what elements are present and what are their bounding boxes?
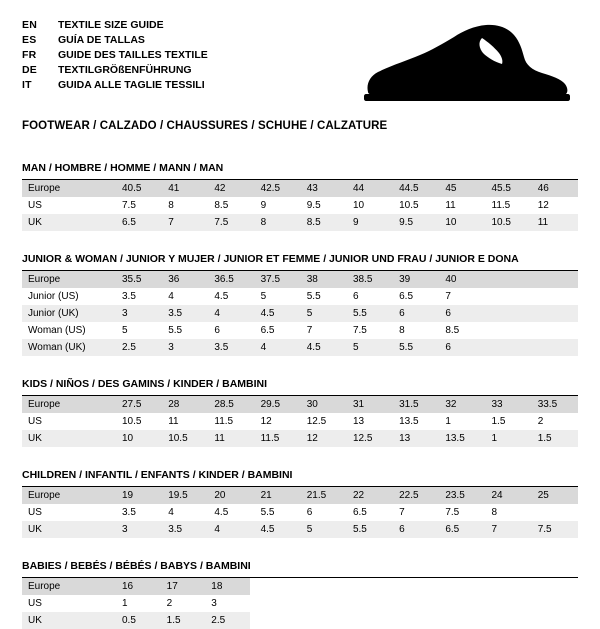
size-cell: 1.5 xyxy=(491,416,506,427)
size-cell: 6 xyxy=(306,507,313,518)
row-label: Junior (US) xyxy=(28,291,79,302)
size-cell: 44.5 xyxy=(393,180,439,197)
size-cell: 21.5 xyxy=(301,487,347,504)
size-cell xyxy=(486,305,532,322)
size-cell: 10.5 xyxy=(486,214,532,231)
size-cell: 36.5 xyxy=(208,271,254,288)
size-cell: 41 xyxy=(162,180,208,197)
size-table-kids xyxy=(22,396,578,447)
size-cell: 45.5 xyxy=(486,180,532,197)
size-cell: 39 xyxy=(393,271,439,288)
size-cell: 32 xyxy=(439,396,485,413)
size-cell: 6 xyxy=(214,325,220,336)
size-cell: 7.5 xyxy=(208,214,254,231)
size-cell: 16 xyxy=(116,578,161,595)
size-cell: 3.5 xyxy=(122,291,136,302)
size-cell: 1.5 xyxy=(161,612,206,629)
size-cell: 33 xyxy=(486,396,532,413)
size-cell: 12 xyxy=(260,416,272,427)
size-cell: 12.5 xyxy=(306,416,327,427)
size-block-kids xyxy=(22,378,578,447)
size-cell: 4.5 xyxy=(255,521,301,538)
size-cell: 4.5 xyxy=(214,291,229,302)
block-title: KIDS / NIÑOS / DES GAMINS / KINDER / BAMBINI xyxy=(22,378,268,390)
size-cell: 36 xyxy=(162,271,208,288)
size-cell: 19.5 xyxy=(162,487,208,504)
size-cell: 6.5 xyxy=(399,291,414,302)
size-cell xyxy=(486,271,532,288)
size-cell: 7 xyxy=(445,291,451,302)
size-cell xyxy=(532,305,578,322)
size-cell: 8.5 xyxy=(301,214,347,231)
size-cell: 6 xyxy=(393,305,439,322)
block-title: BABIES / BEBÉS / BÉBÉS / BABYS / BAMBINI xyxy=(22,560,251,572)
size-cell: 19 xyxy=(116,487,162,504)
size-block-babies xyxy=(22,560,578,629)
size-cell: 5.5 xyxy=(347,305,393,322)
dress-shoe-icon xyxy=(362,22,572,106)
size-cell: 42.5 xyxy=(255,180,301,197)
size-cell: 3.5 xyxy=(208,339,254,356)
size-cell: 13.5 xyxy=(439,430,485,447)
size-cell: 11.5 xyxy=(255,430,301,447)
row-label: Europe xyxy=(22,180,116,197)
size-cell: 37.5 xyxy=(255,271,301,288)
table-row xyxy=(22,521,578,538)
table-row xyxy=(22,396,578,413)
row-label: US xyxy=(28,200,42,211)
size-cell: 11 xyxy=(208,430,254,447)
size-cell: 13 xyxy=(393,430,439,447)
size-cell: 7 xyxy=(399,507,405,518)
table-row xyxy=(22,322,578,339)
row-label: Woman (US) xyxy=(28,325,86,336)
size-cell: 4 xyxy=(208,305,254,322)
size-cell: 5.5 xyxy=(393,339,439,356)
size-cell xyxy=(486,288,532,305)
row-label: Europe xyxy=(22,396,116,413)
size-cell: 40.5 xyxy=(116,180,162,197)
size-cell: 29.5 xyxy=(255,396,301,413)
size-cell: 7 xyxy=(162,214,208,231)
size-cell: 21 xyxy=(255,487,301,504)
size-cell: 4 xyxy=(168,291,174,302)
size-cell: 44 xyxy=(347,180,393,197)
table-row xyxy=(22,305,578,322)
size-cell: 10 xyxy=(439,214,485,231)
table-row xyxy=(22,197,578,214)
size-cell: 45 xyxy=(439,180,485,197)
language-row xyxy=(22,63,208,78)
size-cell xyxy=(532,271,578,288)
size-cell: 5.5 xyxy=(306,291,321,302)
language-title: TEXTILGRÖßENFÜHRUNG xyxy=(58,63,192,76)
size-cell: 10 xyxy=(352,200,365,211)
size-cell: 10.5 xyxy=(162,430,208,447)
block-title: CHILDREN / INFANTIL / ENFANTS / KINDER / BAMBINI xyxy=(22,469,293,481)
size-cell: 7.5 xyxy=(532,521,578,538)
size-cell: 10.5 xyxy=(122,416,142,427)
size-cell: 3 xyxy=(116,305,162,322)
language-row xyxy=(22,33,208,48)
language-title: TEXTILE SIZE GUIDE xyxy=(58,19,164,31)
size-cell: 8 xyxy=(399,325,405,336)
table-row xyxy=(22,430,578,447)
size-cell: 31 xyxy=(347,396,393,413)
block-title: JUNIOR & WOMAN / JUNIOR Y MUJER / JUNIOR ET FEMME / JUNIOR UND FRAU / JUNIOR E DONA xyxy=(22,253,519,265)
language-row xyxy=(22,48,208,63)
size-cell: 9.5 xyxy=(306,200,321,211)
size-cell: 11 xyxy=(445,200,456,211)
language-row xyxy=(22,18,208,33)
row-label: Europe xyxy=(22,578,116,595)
size-cell: 8 xyxy=(168,200,174,211)
size-cell: 12.5 xyxy=(347,430,393,447)
size-cell: 1 xyxy=(445,416,451,427)
size-cell: 2.5 xyxy=(116,339,162,356)
row-label: Europe xyxy=(22,271,116,288)
size-cell xyxy=(532,504,578,521)
row-label: US xyxy=(28,598,42,609)
size-cell: 7.5 xyxy=(445,507,460,518)
row-label: Woman (UK) xyxy=(22,339,116,356)
size-cell: 11.5 xyxy=(491,200,511,211)
table-row xyxy=(22,578,250,595)
size-cell: 5 xyxy=(301,305,347,322)
size-cell: 4.5 xyxy=(214,507,229,518)
row-label: Junior (UK) xyxy=(22,305,116,322)
table-row xyxy=(22,271,578,288)
size-cell: 3 xyxy=(211,598,217,609)
size-cell: 9 xyxy=(347,214,393,231)
size-cell: 2 xyxy=(166,598,173,609)
size-cell xyxy=(486,322,532,339)
footwear-heading: FOOTWEAR / CALZADO / CHAUSSURES / SCHUHE / CALZATURE xyxy=(22,120,388,132)
size-cell: 13.5 xyxy=(399,416,419,427)
size-cell: 7.5 xyxy=(352,325,367,336)
size-table-babies xyxy=(22,578,250,629)
language-title: GUÍA DE TALLAS xyxy=(58,33,145,46)
size-cell: 6.5 xyxy=(260,325,275,336)
table-row xyxy=(22,487,578,504)
language-title: GUIDE DES TAILLES TEXTILE xyxy=(58,48,208,61)
size-cell: 0.5 xyxy=(116,612,161,629)
size-cell: 40 xyxy=(439,271,485,288)
table-row xyxy=(22,339,578,356)
size-cell: 8.5 xyxy=(214,200,229,211)
size-cell: 10 xyxy=(116,430,162,447)
size-cell: 9.5 xyxy=(393,214,439,231)
size-cell: 5 xyxy=(347,339,393,356)
table-row xyxy=(22,595,250,612)
size-cell: 2 xyxy=(537,416,544,427)
table-row xyxy=(22,612,250,629)
size-cell: 4 xyxy=(208,521,254,538)
size-cell xyxy=(532,339,578,356)
row-label: UK xyxy=(22,430,116,447)
size-table-junior-woman xyxy=(22,271,578,356)
size-cell: 6.5 xyxy=(439,521,485,538)
size-cell: 5 xyxy=(122,325,128,336)
size-cell xyxy=(532,288,578,305)
size-table-children xyxy=(22,487,578,538)
size-cell: 28 xyxy=(162,396,208,413)
language-code: IT xyxy=(22,78,32,91)
size-cell: 43 xyxy=(301,180,347,197)
table-row xyxy=(22,288,578,305)
header xyxy=(22,18,578,106)
size-cell: 4 xyxy=(255,339,301,356)
block-title: MAN / HOMBRE / HOMME / MANN / MAN xyxy=(22,162,224,174)
size-cell: 2.5 xyxy=(205,612,250,629)
size-cell: 30 xyxy=(301,396,347,413)
size-cell: 12 xyxy=(301,430,347,447)
size-cell: 3 xyxy=(116,521,162,538)
size-cell: 5 xyxy=(301,521,347,538)
table-row xyxy=(22,214,578,231)
row-label: UK xyxy=(22,214,116,231)
size-cell: 12 xyxy=(537,200,549,211)
size-cell: 5.5 xyxy=(260,507,275,518)
language-row xyxy=(22,78,208,93)
size-cell: 6 xyxy=(352,291,359,302)
size-cell: 6 xyxy=(393,521,439,538)
size-block-junior-woman xyxy=(22,253,578,356)
size-cell xyxy=(532,322,578,339)
size-cell: 5.5 xyxy=(347,521,393,538)
size-cell: 31.5 xyxy=(393,396,439,413)
size-cell: 27.5 xyxy=(116,396,162,413)
size-cell: 13 xyxy=(352,416,365,427)
language-title-list xyxy=(22,18,208,93)
size-cell: 25 xyxy=(532,487,578,504)
size-cell: 4.5 xyxy=(255,305,301,322)
size-cell: 4.5 xyxy=(301,339,347,356)
size-cell: 22.5 xyxy=(393,487,439,504)
size-cell: 6 xyxy=(439,305,485,322)
size-cell: 5 xyxy=(260,291,267,302)
size-cell: 1 xyxy=(122,598,128,609)
size-cell: 3.5 xyxy=(162,305,208,322)
size-cell: 7.5 xyxy=(122,200,136,211)
size-cell: 38.5 xyxy=(347,271,393,288)
size-cell: 1.5 xyxy=(532,430,578,447)
language-code: FR xyxy=(22,48,37,61)
size-cell: 5.5 xyxy=(168,325,183,336)
table-row xyxy=(22,180,578,197)
size-cell xyxy=(486,339,532,356)
size-cell: 6 xyxy=(439,339,485,356)
size-cell: 33.5 xyxy=(532,396,578,413)
size-cell: 1 xyxy=(486,430,532,447)
size-cell: 8.5 xyxy=(445,325,460,336)
size-cell: 28.5 xyxy=(208,396,254,413)
language-code: ES xyxy=(22,33,37,46)
size-cell: 20 xyxy=(208,487,254,504)
row-label: US xyxy=(28,416,42,427)
size-cell: 6.5 xyxy=(116,214,162,231)
size-block-children xyxy=(22,469,578,538)
language-code: DE xyxy=(22,63,37,76)
size-cell: 23.5 xyxy=(439,487,485,504)
size-cell: 4 xyxy=(168,507,174,518)
language-code: EN xyxy=(22,19,37,31)
size-cell: 24 xyxy=(486,487,532,504)
row-label: US xyxy=(28,507,42,518)
size-cell: 7 xyxy=(486,521,532,538)
size-cell: 3.5 xyxy=(162,521,208,538)
size-cell: 7 xyxy=(306,325,313,336)
size-cell: 3 xyxy=(162,339,208,356)
size-cell: 11.5 xyxy=(214,416,234,427)
size-cell: 35.5 xyxy=(116,271,162,288)
size-cell: 9 xyxy=(260,200,267,211)
size-cell: 6.5 xyxy=(352,507,367,518)
size-cell: 46 xyxy=(532,180,578,197)
size-cell: 10.5 xyxy=(399,200,419,211)
size-table-man xyxy=(22,180,578,231)
size-cell: 8 xyxy=(491,507,498,518)
table-row xyxy=(22,504,578,521)
language-title: GUIDA ALLE TAGLIE TESSILI xyxy=(58,78,205,91)
size-cell: 3.5 xyxy=(122,507,136,518)
size-cell: 18 xyxy=(205,578,250,595)
size-cell: 22 xyxy=(347,487,393,504)
size-cell: 38 xyxy=(301,271,347,288)
size-cell: 11 xyxy=(532,214,578,231)
size-cell: 8 xyxy=(255,214,301,231)
size-cell: 11 xyxy=(168,416,179,427)
size-block-man xyxy=(22,162,578,231)
size-cell: 17 xyxy=(161,578,206,595)
table-row xyxy=(22,413,578,430)
row-label: UK xyxy=(22,612,116,629)
row-label: Europe xyxy=(22,487,116,504)
language-title-list-body xyxy=(22,18,208,93)
size-cell: 42 xyxy=(208,180,254,197)
row-label: UK xyxy=(22,521,116,538)
